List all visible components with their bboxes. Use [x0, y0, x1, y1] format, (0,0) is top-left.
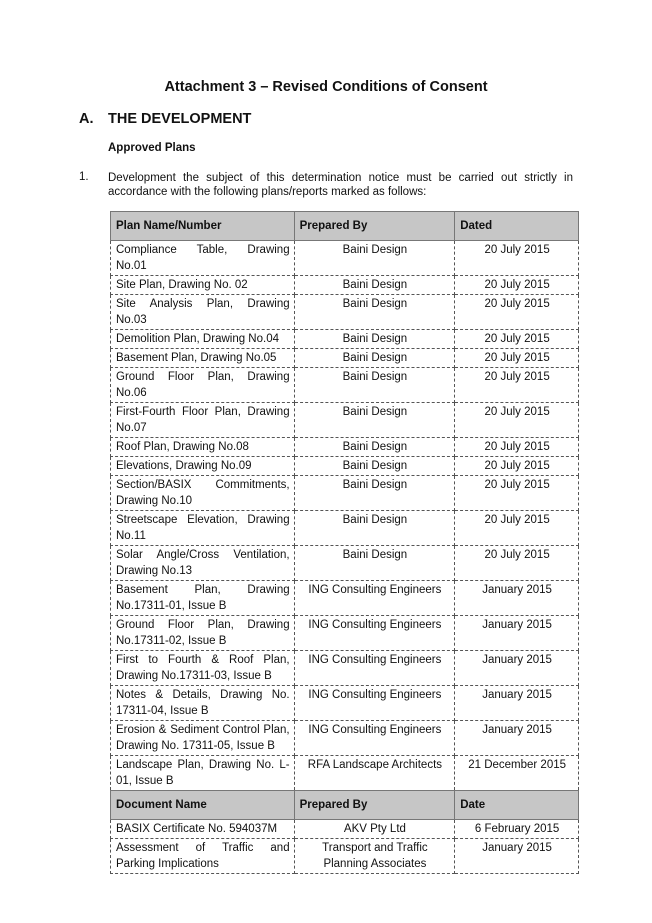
- prepared-by-cell: Baini Design: [294, 457, 455, 476]
- date-cell: January 2015: [455, 686, 579, 721]
- date-cell: 20 July 2015: [455, 511, 579, 546]
- table-row: [111, 651, 579, 686]
- section-title: THE DEVELOPMENT: [108, 111, 252, 127]
- name-cell: Basement Plan, Drawing No.17311-01, Issue B: [111, 581, 295, 616]
- column-header: Prepared By: [294, 212, 455, 241]
- name-cell: Roof Plan, Drawing No.08: [111, 438, 295, 457]
- date-cell: January 2015: [455, 839, 579, 874]
- subheading: Approved Plans: [108, 142, 196, 154]
- section-heading: [79, 111, 251, 127]
- table-row: [111, 330, 579, 349]
- prepared-by-cell: Transport and Traffic Planning Associates: [294, 839, 455, 874]
- name-cell: Elevations, Drawing No.09: [111, 457, 295, 476]
- date-cell: January 2015: [455, 651, 579, 686]
- table-row: [111, 511, 579, 546]
- date-cell: 20 July 2015: [455, 476, 579, 511]
- prepared-by-cell: Baini Design: [294, 476, 455, 511]
- prepared-by-cell: Baini Design: [294, 403, 455, 438]
- name-cell: Landscape Plan, Drawing No. L-01, Issue B: [111, 756, 295, 791]
- table-row: [111, 457, 579, 476]
- name-cell: Demolition Plan, Drawing No.04: [111, 330, 295, 349]
- plans-header-row: [111, 212, 579, 241]
- prepared-by-cell: ING Consulting Engineers: [294, 686, 455, 721]
- table-row: [111, 368, 579, 403]
- table-row: [111, 820, 579, 839]
- prepared-by-cell: Baini Design: [294, 295, 455, 330]
- column-header: Dated: [455, 212, 579, 241]
- name-cell: Assessment of Traffic and Parking Implications: [111, 839, 295, 874]
- table-row: [111, 546, 579, 581]
- page-title: Attachment 3 – Revised Conditions of Consent: [164, 79, 488, 95]
- name-cell: Streetscape Elevation, Drawing No.11: [111, 511, 295, 546]
- date-cell: January 2015: [455, 721, 579, 756]
- name-cell: Erosion & Sediment Control Plan, Drawing No. 17311-05, Issue B: [111, 721, 295, 756]
- column-header: Plan Name/Number: [111, 212, 295, 241]
- table-row: [111, 686, 579, 721]
- prepared-by-cell: Baini Design: [294, 330, 455, 349]
- prepared-by-cell: Baini Design: [294, 368, 455, 403]
- date-cell: 20 July 2015: [455, 438, 579, 457]
- table-row: [111, 403, 579, 438]
- table-row: [111, 839, 579, 874]
- table-row: [111, 295, 579, 330]
- name-cell: BASIX Certificate No. 594037M: [111, 820, 295, 839]
- prepared-by-cell: RFA Landscape Architects: [294, 756, 455, 791]
- date-cell: 20 July 2015: [455, 546, 579, 581]
- prepared-by-cell: Baini Design: [294, 276, 455, 295]
- date-cell: 20 July 2015: [455, 368, 579, 403]
- date-cell: 20 July 2015: [455, 276, 579, 295]
- table-row: [111, 476, 579, 511]
- name-cell: Site Plan, Drawing No. 02: [111, 276, 295, 295]
- table-row: [111, 276, 579, 295]
- prepared-by-cell: ING Consulting Engineers: [294, 721, 455, 756]
- documents-header-row: [111, 791, 579, 820]
- table-row: [111, 721, 579, 756]
- prepared-by-cell: Baini Design: [294, 546, 455, 581]
- name-cell: Site Analysis Plan, Drawing No.03: [111, 295, 295, 330]
- prepared-by-cell: ING Consulting Engineers: [294, 616, 455, 651]
- item-text: Development the subject of this determination notice must be carried out strictly in accordance with the following plans/reports marked as follows:: [108, 172, 573, 198]
- name-cell: First-Fourth Floor Plan, Drawing No.07: [111, 403, 295, 438]
- name-cell: Section/BASIX Commitments, Drawing No.10: [111, 476, 295, 511]
- table-row: [111, 438, 579, 457]
- date-cell: 20 July 2015: [455, 349, 579, 368]
- column-header: Document Name: [111, 791, 295, 820]
- prepared-by-cell: ING Consulting Engineers: [294, 651, 455, 686]
- table-row: [111, 581, 579, 616]
- name-cell: Solar Angle/Cross Ventilation, Drawing No.13: [111, 546, 295, 581]
- item-number: 1.: [79, 171, 89, 183]
- date-cell: 21 December 2015: [455, 756, 579, 791]
- prepared-by-cell: Baini Design: [294, 438, 455, 457]
- date-cell: 20 July 2015: [455, 295, 579, 330]
- date-cell: 20 July 2015: [455, 403, 579, 438]
- name-cell: Compliance Table, Drawing No.01: [111, 241, 295, 276]
- date-cell: January 2015: [455, 581, 579, 616]
- table-row: [111, 756, 579, 791]
- name-cell: Ground Floor Plan, Drawing No.17311-02, Issue B: [111, 616, 295, 651]
- prepared-by-cell: Baini Design: [294, 511, 455, 546]
- date-cell: 6 February 2015: [455, 820, 579, 839]
- table-row: [111, 616, 579, 651]
- column-header: Prepared By: [294, 791, 455, 820]
- name-cell: Notes & Details, Drawing No. 17311-04, Issue B: [111, 686, 295, 721]
- date-cell: 20 July 2015: [455, 330, 579, 349]
- column-header: Date: [455, 791, 579, 820]
- table-row: [111, 241, 579, 276]
- date-cell: 20 July 2015: [455, 457, 579, 476]
- plans-table: [110, 211, 579, 874]
- section-letter: A.: [79, 111, 94, 127]
- prepared-by-cell: AKV Pty Ltd: [294, 820, 455, 839]
- date-cell: January 2015: [455, 616, 579, 651]
- prepared-by-cell: ING Consulting Engineers: [294, 581, 455, 616]
- prepared-by-cell: Baini Design: [294, 241, 455, 276]
- date-cell: 20 July 2015: [455, 241, 579, 276]
- table-row: [111, 349, 579, 368]
- prepared-by-cell: Baini Design: [294, 349, 455, 368]
- name-cell: Ground Floor Plan, Drawing No.06: [111, 368, 295, 403]
- name-cell: Basement Plan, Drawing No.05: [111, 349, 295, 368]
- name-cell: First to Fourth & Roof Plan, Drawing No.17311-03, Issue B: [111, 651, 295, 686]
